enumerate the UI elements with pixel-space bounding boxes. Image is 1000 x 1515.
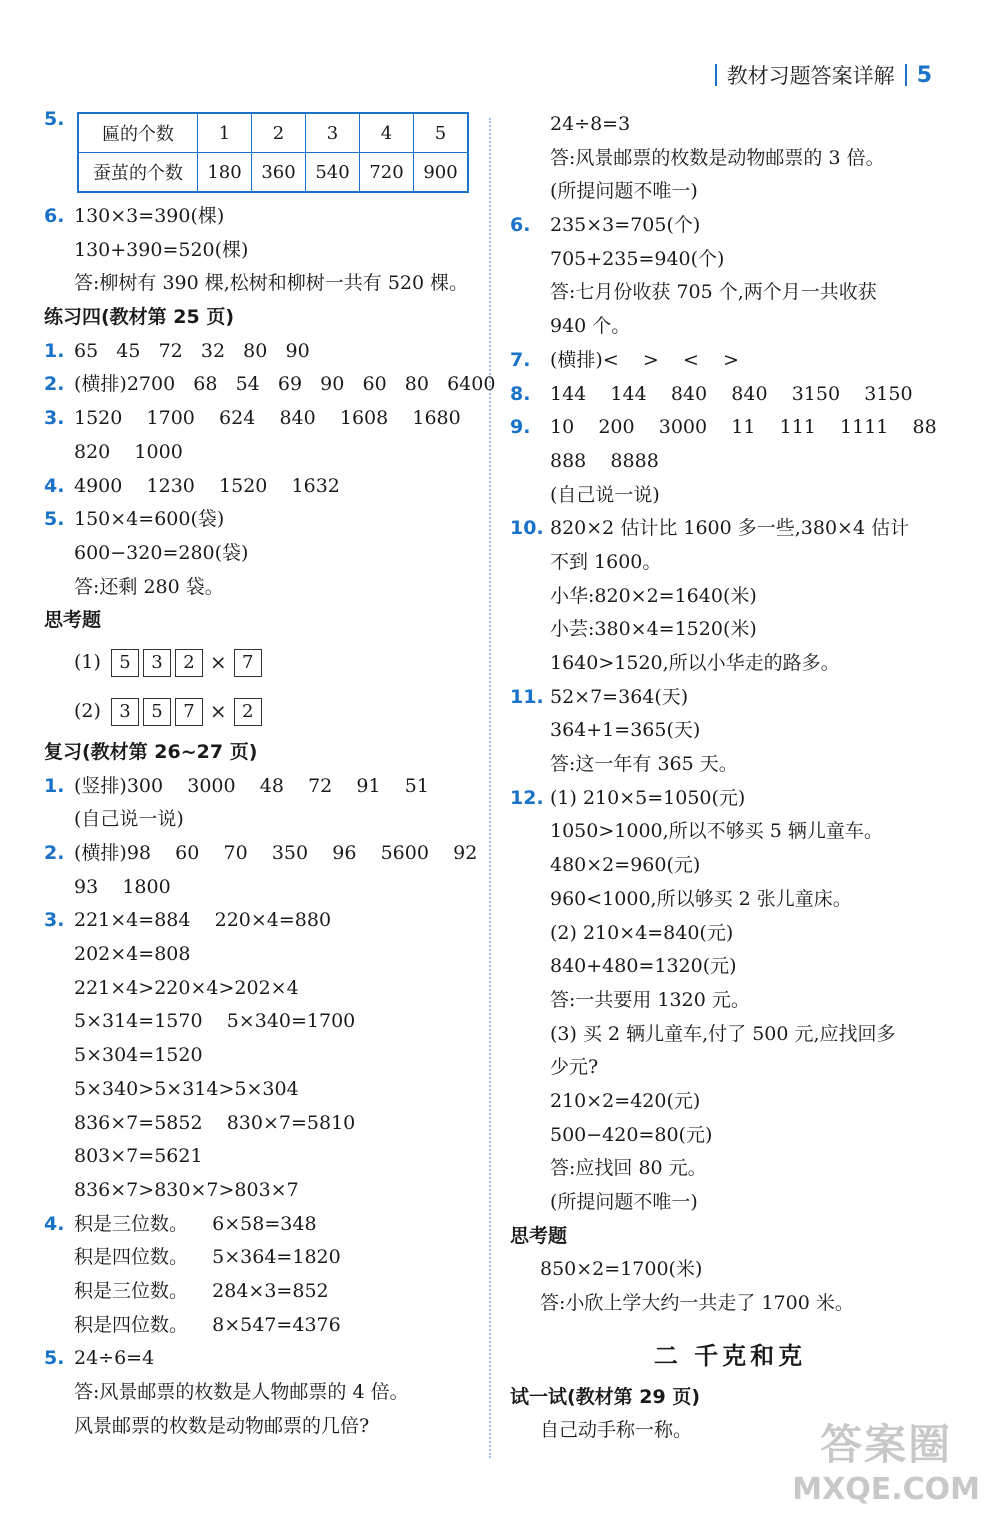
answer-text: 答:风景邮票的枚数是动物邮票的 3 倍。: [550, 146, 885, 169]
answer-text: 93 1800: [74, 875, 171, 898]
answer-text: 5×340>5×314>5×304: [74, 1077, 299, 1100]
answer-text: 答:风景邮票的枚数是人物邮票的 4 倍。: [74, 1381, 409, 1403]
answer-text: (竖排)300 3000 48 72 91 51: [74, 774, 429, 797]
digit-box: 2: [175, 649, 203, 677]
answer-line: [44, 871, 484, 905]
answer-line: [510, 175, 950, 209]
answer-line: [44, 837, 484, 871]
answer-text: 1050>1000,所以不够买 5 辆儿童车。: [550, 820, 883, 843]
right-answers-1: [510, 108, 950, 1321]
column-divider: [489, 118, 491, 1458]
question-number: 8.: [510, 382, 531, 405]
answer-line: [510, 378, 950, 412]
answer-line: [44, 436, 484, 470]
answer-text: 少元?: [550, 1056, 599, 1079]
answer-line: [510, 815, 950, 849]
answer-line: [44, 368, 496, 402]
answer-line: [510, 445, 950, 479]
answer-line: [510, 108, 950, 142]
answer-text: 52×7=364(天): [550, 685, 689, 708]
answer-line: [44, 770, 484, 804]
answer-line: [510, 479, 950, 513]
question-number: 5.: [44, 1347, 65, 1370]
digit-box: 5: [143, 698, 171, 726]
answer-line: [510, 512, 950, 546]
answer-line: [44, 503, 484, 537]
think-row: [44, 687, 484, 736]
answer-line: [44, 200, 484, 234]
answer-line: [510, 209, 950, 243]
digit-box: 3: [143, 649, 171, 677]
question-number: 1.: [44, 339, 65, 362]
answer-text: 221×4>220×4>202×4: [74, 976, 299, 999]
answer-line: [510, 849, 950, 883]
header-title: 教材习题答案详解: [726, 64, 895, 88]
answer-text: 888 8888: [550, 449, 659, 472]
answer-text: 150×4=600(袋): [74, 508, 225, 531]
answer-line: [510, 276, 950, 310]
answer-line: [44, 1309, 484, 1343]
digit-box: 3: [111, 698, 139, 726]
section-heading-text: 思考题: [510, 1224, 568, 1247]
answer-text: (所提问题不唯一): [550, 1191, 698, 1213]
answer-line: [44, 1073, 484, 1107]
answer-text: 960<1000,所以够买 2 张儿童床。: [550, 887, 852, 910]
answer-line: [510, 580, 950, 614]
answer-line: [44, 1241, 484, 1275]
answer-text: 答:应找回 80 元。: [550, 1157, 707, 1180]
answer-line: [44, 402, 484, 436]
left-answers-2: [44, 736, 484, 1443]
answer-text: (横排)< > < >: [550, 348, 739, 371]
answer-text: 840+480=1320(元): [550, 955, 737, 978]
section-heading: [510, 1381, 950, 1415]
think-label: (2): [74, 699, 101, 722]
answer-line: [510, 782, 950, 816]
digit-box: 7: [175, 698, 203, 726]
answer-text: 风景邮票的枚数是动物邮票的几倍?: [74, 1414, 370, 1437]
answer-text: 130+390=520(棵): [74, 238, 249, 261]
table-header-cell: 匾的个数: [78, 113, 198, 153]
answer-text: 答:柳树有 390 棵,松树和柳树一共有 520 棵。: [74, 272, 469, 295]
section-heading: [44, 604, 484, 638]
table-cell: 1: [198, 113, 252, 153]
question-number: 1.: [44, 774, 65, 797]
answer-line: [510, 613, 950, 647]
section-heading: [44, 301, 484, 335]
answer-text: 803×7=5621: [74, 1145, 203, 1168]
section-heading-text: 复习(教材第 26~27 页): [44, 740, 258, 763]
answer-text: 836×7=5852 830×7=5810: [74, 1111, 356, 1134]
answer-text: 答:七月份收获 705 个,两个月一共收获: [550, 281, 877, 304]
answer-text: 答:这一年有 365 天。: [550, 753, 738, 776]
question-number: 4.: [44, 1212, 65, 1235]
page-number: 5: [916, 62, 932, 88]
watermark-top: 答案圈: [820, 1420, 953, 1469]
answer-text: 836×7>830×7>803×7: [74, 1178, 299, 1201]
answer-text: 5×314=1570 5×340=1700: [74, 1010, 356, 1033]
answer-line: [44, 1107, 484, 1141]
answer-line: [44, 803, 484, 837]
answer-line: [510, 647, 950, 681]
answer-text: 144 144 840 840 3150 3150: [550, 382, 913, 405]
answer-line: [44, 1174, 484, 1208]
page-header: [715, 60, 932, 90]
answer-text: 820 1000: [74, 440, 183, 463]
answer-line: [510, 310, 950, 344]
multiply-sign-icon: ×: [209, 699, 227, 724]
table-row: [78, 153, 468, 193]
question-number: 4.: [44, 474, 65, 497]
answer-text: 答:小欣上学大约一共走了 1700 米。: [540, 1292, 854, 1315]
answer-line: [510, 984, 950, 1018]
question-number: 3.: [44, 407, 65, 430]
answer-line: [510, 1253, 950, 1287]
answer-text: 积是四位数。 5×364=1820: [74, 1246, 341, 1269]
answer-text: 自己动手称一称。: [540, 1419, 693, 1442]
answer-line: [44, 1140, 484, 1174]
answer-text: 221×4=884 220×4=880: [74, 909, 332, 932]
digit-box: 5: [111, 649, 139, 677]
answer-text: 答:一共要用 1320 元。: [550, 988, 750, 1011]
answer-text: 积是四位数。 8×547=4376: [74, 1313, 341, 1336]
answer-text: 1640>1520,所以小华走的路多。: [550, 652, 840, 674]
chapter-title: 二 千克和克: [653, 1340, 807, 1370]
digit-boxes: [111, 638, 262, 687]
answer-text: 235×3=705(个): [550, 214, 701, 237]
answer-text: 705+235=940(个): [550, 247, 725, 270]
answer-line: [510, 714, 950, 748]
answer-text: 10 200 3000 11 111 1111 88: [550, 416, 937, 439]
answer-line: [44, 1342, 484, 1376]
digit-box: 7: [234, 649, 262, 677]
table-cell: 3: [306, 113, 360, 153]
answer-line: [510, 546, 950, 580]
watermark: [792, 1412, 980, 1507]
digit-boxes: [111, 687, 262, 736]
digit-box: 2: [234, 698, 262, 726]
q5-number: 5.: [44, 108, 65, 130]
answer-line: [44, 470, 484, 504]
section-heading-text: 试一试(教材第 29 页): [510, 1385, 701, 1408]
answer-text: 24÷6=4: [74, 1347, 155, 1370]
answer-text: 850×2=1700(米): [540, 1258, 703, 1281]
answer-line: [44, 938, 484, 972]
answer-text: (3) 买 2 辆儿童车,付了 500 元,应找回多: [550, 1022, 896, 1045]
answer-text: 210×2=420(元): [550, 1089, 701, 1112]
answer-line: [510, 1119, 950, 1153]
answer-text: 积是三位数。 6×58=348: [74, 1212, 317, 1235]
answer-line: [510, 411, 950, 445]
answer-line: [44, 537, 484, 571]
answer-line: [44, 1376, 484, 1410]
question-number: 6.: [510, 214, 531, 237]
answer-line: [44, 234, 484, 268]
answer-line: [44, 1410, 484, 1444]
answer-text: 小华:820×2=1640(米): [550, 584, 757, 607]
answer-line: [510, 344, 950, 378]
table-cell: 5: [414, 113, 469, 153]
answer-line: [510, 883, 950, 917]
table-cell: 180: [198, 153, 252, 193]
answer-text: (自己说一说): [74, 808, 184, 831]
think-label: (1): [74, 650, 101, 673]
answer-line: [44, 904, 484, 938]
answer-text: 5×304=1520: [74, 1044, 203, 1067]
answer-text: (横排)2700 68 54 69 90 60 80 6400: [74, 373, 496, 396]
question-number: 5.: [44, 508, 65, 531]
answer-line: [44, 267, 484, 301]
table-cell: 4: [360, 113, 414, 153]
question-number: 2.: [44, 373, 65, 396]
table-header-cell: 蚕茧的个数: [78, 153, 198, 193]
answer-text: 202×4=808: [74, 943, 191, 966]
answer-line: [510, 917, 950, 951]
answer-line: [44, 571, 484, 605]
answer-text: 820×2 估计比 1600 多一些,380×4 估计: [550, 517, 910, 540]
answer-line: [44, 1275, 484, 1309]
answer-text: 24÷8=3: [550, 113, 631, 135]
answer-text: 1520 1700 624 840 1608 1680: [74, 407, 461, 430]
answer-line: [510, 681, 950, 715]
section-heading-text: 思考题: [44, 609, 102, 632]
section-heading: [510, 1220, 950, 1254]
left-column: [44, 108, 496, 1443]
answer-text: (自己说一说): [550, 483, 660, 506]
table-cell: 540: [306, 153, 360, 193]
answer-line: [44, 1208, 484, 1242]
silkworm-table: [77, 112, 469, 193]
answer-line: [510, 1287, 950, 1321]
question-number: 6.: [44, 205, 65, 227]
answer-line: [44, 1005, 484, 1039]
table-cell: 360: [252, 153, 306, 193]
answer-text: 不到 1600。: [550, 550, 662, 573]
header-bar-right: [905, 64, 907, 86]
answer-text: (2) 210×4=840(元): [550, 921, 734, 944]
answer-line: [510, 1152, 950, 1186]
answer-text: 4900 1230 1520 1632: [74, 474, 340, 497]
answer-line: [510, 243, 950, 277]
question-number: 7.: [510, 348, 531, 371]
answer-text: 65 45 72 32 80 90: [74, 339, 310, 362]
answer-text: 480×2=960(元): [550, 854, 701, 877]
multiply-sign-icon: ×: [209, 650, 227, 675]
answer-text: 积是三位数。 284×3=852: [74, 1279, 329, 1302]
table-cell: 900: [414, 153, 469, 193]
table-cell: 720: [360, 153, 414, 193]
think-row: [44, 638, 484, 687]
answer-line: [44, 1039, 484, 1073]
question-number: 10.: [510, 517, 544, 540]
answer-line: [510, 142, 950, 176]
question-number: 9.: [510, 416, 531, 439]
answer-line: [510, 1085, 950, 1119]
answer-text: 600−320=280(袋): [74, 541, 249, 564]
section-heading-text: 练习四(教材第 25 页): [44, 306, 235, 329]
left-answers-1: [44, 200, 496, 638]
table-cell: 2: [252, 113, 306, 153]
question-number: 11.: [510, 685, 544, 708]
answer-line: [510, 748, 950, 782]
answer-text: 答:还剩 280 袋。: [74, 575, 224, 598]
answer-line: [44, 972, 484, 1006]
section-heading: [44, 736, 484, 770]
question-number: 3.: [44, 909, 65, 932]
answer-line: [44, 335, 484, 369]
watermark-bottom: MXQE.COM: [792, 1472, 980, 1507]
answer-line: [510, 1051, 950, 1085]
answer-text: (1) 210×5=1050(元): [550, 786, 746, 809]
q5-table-block: [44, 108, 484, 194]
answer-line: [510, 1018, 950, 1052]
question-number: 12.: [510, 786, 544, 809]
answer-text: 130×3=390(棵): [74, 205, 225, 227]
answer-text: 940 个。: [550, 315, 631, 338]
answer-text: (横排)98 60 70 350 96 5600 92: [74, 842, 478, 864]
answer-line: [510, 1186, 950, 1220]
answer-text: 500−420=80(元): [550, 1123, 713, 1146]
question-number: 2.: [44, 842, 65, 864]
answer-text: 364+1=365(天): [550, 719, 701, 742]
table-row: [78, 113, 468, 153]
answer-text: 小芸:380×4=1520(米): [550, 618, 757, 641]
answer-line: [510, 950, 950, 984]
right-column: [510, 108, 950, 1448]
header-bar-left: [715, 64, 717, 86]
answer-text: (所提问题不唯一): [550, 180, 698, 203]
left-think-block: [44, 638, 484, 736]
